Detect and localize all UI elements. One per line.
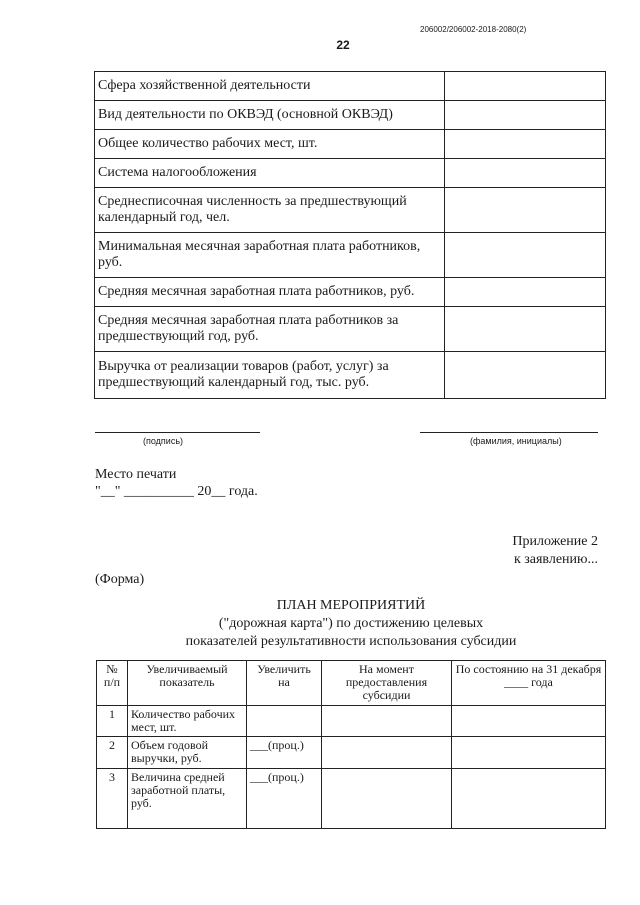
row-label: Общее количество рабочих мест, шт.: [95, 130, 445, 159]
value-cell[interactable]: [445, 101, 606, 130]
name-line: [420, 432, 598, 433]
row-label: Средняя месячная заработная плата работников, руб.: [95, 278, 445, 307]
stamp-place: Место печати: [95, 467, 177, 482]
row-increase[interactable]: ___(проц.): [247, 737, 322, 769]
row-as-of[interactable]: [452, 737, 606, 769]
col-indicator-header: Увеличиваемый показатель: [128, 661, 247, 706]
document-id: 206002/206002-2018-2080(2): [420, 25, 527, 34]
col-at-moment-header: На момент предоставления субсидии: [322, 661, 452, 706]
row-as-of[interactable]: [452, 769, 606, 829]
table-row: [97, 706, 606, 737]
plan-table: [96, 660, 606, 829]
row-indicator: Количество рабочих мест, шт.: [128, 706, 247, 737]
appendix-title: Приложение 2: [512, 534, 598, 549]
row-label: Минимальная месячная заработная плата работников, руб.: [95, 233, 445, 278]
table-header-row: [97, 661, 606, 706]
row-increase[interactable]: ___(проц.): [247, 769, 322, 829]
value-cell[interactable]: [445, 72, 606, 101]
row-at-moment[interactable]: [322, 737, 452, 769]
row-label: Сфера хозяйственной деятельности: [95, 72, 445, 101]
row-label: Система налогообложения: [95, 159, 445, 188]
signature-line: [95, 432, 260, 433]
row-label: Вид деятельности по ОКВЭД (основной ОКВЭД): [95, 101, 445, 130]
value-cell[interactable]: [445, 278, 606, 307]
table-row: [95, 72, 606, 101]
value-cell[interactable]: [445, 159, 606, 188]
table-row: [95, 278, 606, 307]
appendix-subtitle: к заявлению...: [513, 552, 598, 567]
date-line: "__" __________ 20__ года.: [95, 484, 258, 499]
table-row: [95, 233, 606, 278]
table-row: [95, 159, 606, 188]
table-row: [95, 188, 606, 233]
col-as-of-header: По состоянию на 31 декабря ____ года: [452, 661, 606, 706]
row-at-moment[interactable]: [322, 706, 452, 737]
col-num-header: № п/п: [97, 661, 128, 706]
value-cell[interactable]: [445, 307, 606, 352]
signature-caption: (подпись): [143, 436, 184, 446]
row-indicator: Величина средней заработной платы, руб.: [128, 769, 247, 829]
table-row: [95, 352, 606, 399]
table-row: [95, 307, 606, 352]
row-num: 1: [97, 706, 128, 737]
value-cell[interactable]: [445, 130, 606, 159]
row-label: Выручка от реализации товаров (работ, услуг) за предшествующий календарный год, тыс. руб.: [95, 352, 445, 399]
value-cell[interactable]: [445, 352, 606, 399]
table-row: [97, 737, 606, 769]
plan-title: ПЛАН МЕРОПРИЯТИЙ: [276, 598, 426, 613]
value-cell[interactable]: [445, 233, 606, 278]
col-increase-header: Увеличить на: [247, 661, 322, 706]
row-num: 2: [97, 737, 128, 769]
info-table: [94, 71, 606, 399]
form-label: (Форма): [95, 572, 145, 587]
page-number: 22: [336, 38, 350, 52]
plan-subtitle-2: показателей результативности использования субсидии: [185, 634, 517, 649]
table-row: [97, 769, 606, 829]
row-num: 3: [97, 769, 128, 829]
plan-subtitle-1: ("дорожная карта") по достижению целевых: [218, 616, 484, 631]
name-caption: (фамилия, инициалы): [470, 436, 562, 446]
table-row: [95, 130, 606, 159]
row-label: Среднесписочная численность за предшествующий календарный год, чел.: [95, 188, 445, 233]
row-indicator: Объем годовой выручки, руб.: [128, 737, 247, 769]
table-row: [95, 101, 606, 130]
row-label: Средняя месячная заработная плата работников за предшествующий год, руб.: [95, 307, 445, 352]
value-cell[interactable]: [445, 188, 606, 233]
row-increase[interactable]: [247, 706, 322, 737]
row-as-of[interactable]: [452, 706, 606, 737]
row-at-moment[interactable]: [322, 769, 452, 829]
